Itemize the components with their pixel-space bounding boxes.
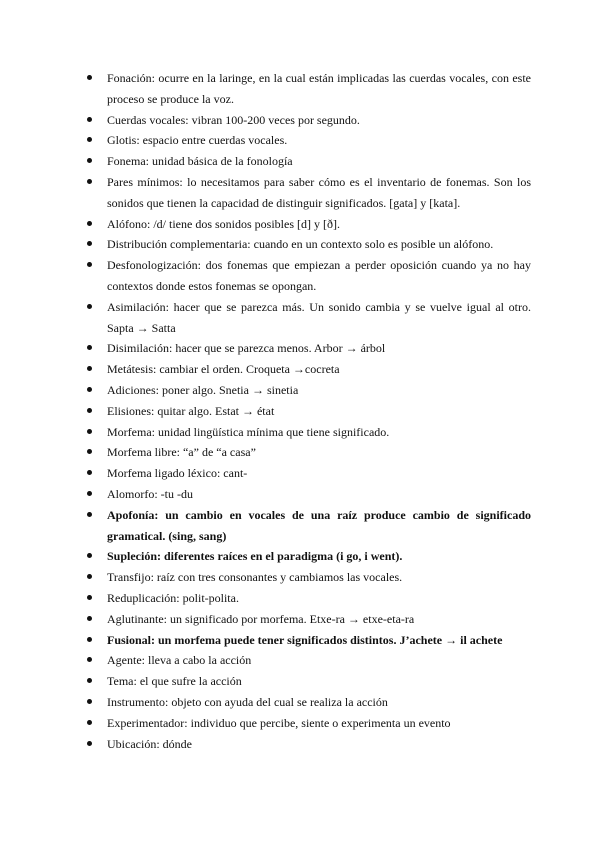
bullet-icon — [87, 241, 92, 246]
list-item-text: Morfema: unidad lingüística mínima que tiene significado. — [107, 424, 390, 439]
bullet-icon — [87, 262, 92, 267]
bullet-icon — [87, 137, 92, 142]
list-item — [87, 692, 531, 713]
list-item — [87, 609, 531, 630]
bullet-icon — [87, 221, 92, 226]
list-item-text: Experimentador: individuo que percibe, siente o experimenta un evento — [107, 715, 451, 730]
list-item — [87, 401, 531, 422]
list-item — [87, 713, 531, 734]
list-item-text: Desfonologización: dos fonemas que empiezan a perder oposición cuando ya no hay contextos donde estos fonemas se opongan. — [107, 258, 531, 293]
list-item — [87, 671, 531, 692]
list-item-text: Ubicación: dónde — [107, 736, 192, 751]
bullet-icon — [87, 720, 92, 725]
notes-list — [87, 68, 531, 754]
list-item — [87, 130, 531, 151]
list-item-text: Pares mínimos: lo necesitamos para saber cómo es el inventario de fonemas. Son los sonidos que tienen la capacidad de distinguir significados. [gata] y [kata]. — [107, 174, 531, 210]
bullet-icon — [87, 117, 92, 122]
list-item — [87, 338, 531, 359]
list-item-text: Adiciones: poner algo. Snetia → sinetia — [107, 382, 299, 397]
list-item — [87, 68, 531, 110]
list-item-text: Disimilación: hacer que se parezca menos. Arbor → árbol — [107, 341, 386, 356]
bullet-icon — [87, 595, 92, 600]
list-item — [87, 380, 531, 401]
list-item-text: Morfema libre: “a” de “a casa” — [107, 445, 256, 460]
list-item — [87, 422, 531, 443]
list-item — [87, 650, 531, 671]
list-item — [87, 505, 531, 547]
list-item — [87, 442, 531, 463]
bullet-icon — [87, 179, 92, 184]
bullet-icon — [87, 158, 92, 163]
bullet-icon — [87, 553, 92, 558]
list-item-text: Fusional: un morfema puede tener significados distintos. J’achete → il achete — [107, 632, 503, 647]
list-item — [87, 546, 531, 567]
list-item-text: Elisiones: quitar algo. Estat → état — [107, 403, 275, 418]
list-item-text: Cuerdas vocales: vibran 100-200 veces por segundo. — [107, 112, 360, 127]
list-item — [87, 214, 531, 235]
list-item-text: Agente: lleva a cabo la acción — [107, 653, 252, 668]
list-item — [87, 151, 531, 172]
list-item-text: Alófono: /d/ tiene dos sonidos posibles [d] y [ð]. — [107, 216, 340, 231]
bullet-icon — [87, 741, 92, 746]
list-item — [87, 359, 531, 380]
list-item-text: Asimilación: hacer que se parezca más. Un sonido cambia y se vuelve igual al otro. Sapta → Satta — [107, 299, 531, 335]
list-item-text: Aglutinante: un significado por morfema. Etxe-ra → etxe-eta-ra — [107, 611, 415, 626]
bullet-icon — [87, 637, 92, 642]
list-item-text: Fonema: unidad básica de la fonología — [107, 154, 293, 169]
bullet-icon — [87, 678, 92, 683]
list-item-text: Morfema ligado léxico: cant- — [107, 466, 248, 481]
list-item — [87, 110, 531, 131]
bullet-icon — [87, 616, 92, 621]
list-item — [87, 255, 531, 297]
bullet-icon — [87, 657, 92, 662]
list-item-text: Glotis: espacio entre cuerdas vocales. — [107, 133, 288, 148]
bullet-icon — [87, 75, 92, 80]
list-item-text: Supleción: diferentes raíces en el paradigma (i go, i went). — [107, 549, 403, 564]
list-item — [87, 630, 531, 651]
list-item-text: Reduplicación: polit-polita. — [107, 590, 239, 605]
list-item-text: Transfijo: raíz con tres consonantes y cambiamos las vocales. — [107, 570, 403, 585]
bullet-icon — [87, 345, 92, 350]
list-item-text: Tema: el que sufre la acción — [107, 674, 242, 689]
list-item — [87, 172, 531, 214]
list-item — [87, 234, 531, 255]
list-item — [87, 588, 531, 609]
bullet-icon — [87, 574, 92, 579]
bullet-icon — [87, 449, 92, 454]
bullet-icon — [87, 408, 92, 413]
list-item — [87, 734, 531, 755]
list-item-text: Metátesis: cambiar el orden. Croqueta →cocreta — [107, 362, 340, 377]
bullet-icon — [87, 429, 92, 434]
bullet-icon — [87, 387, 92, 392]
list-item-text: Instrumento: objeto con ayuda del cual se realiza la acción — [107, 694, 388, 709]
bullet-icon — [87, 304, 92, 309]
bullet-icon — [87, 491, 92, 496]
list-item — [87, 484, 531, 505]
list-item-text: Distribución complementaria: cuando en un contexto solo es posible un alófono. — [107, 237, 494, 252]
bullet-icon — [87, 366, 92, 371]
list-item — [87, 567, 531, 588]
list-item — [87, 297, 531, 339]
bullet-icon — [87, 470, 92, 475]
list-item-text: Apofonía: un cambio en vocales de una raíz produce cambio de significado gramatical. (sing, sang) — [107, 507, 531, 543]
list-item-text: Alomorfo: -tu -du — [107, 486, 193, 501]
list-item — [87, 463, 531, 484]
list-item-text: Fonación: ocurre en la laringe, en la cual están implicadas las cuerdas vocales, con este proceso se produce la voz. — [107, 71, 531, 106]
bullet-icon — [87, 512, 92, 517]
bullet-icon — [87, 699, 92, 704]
